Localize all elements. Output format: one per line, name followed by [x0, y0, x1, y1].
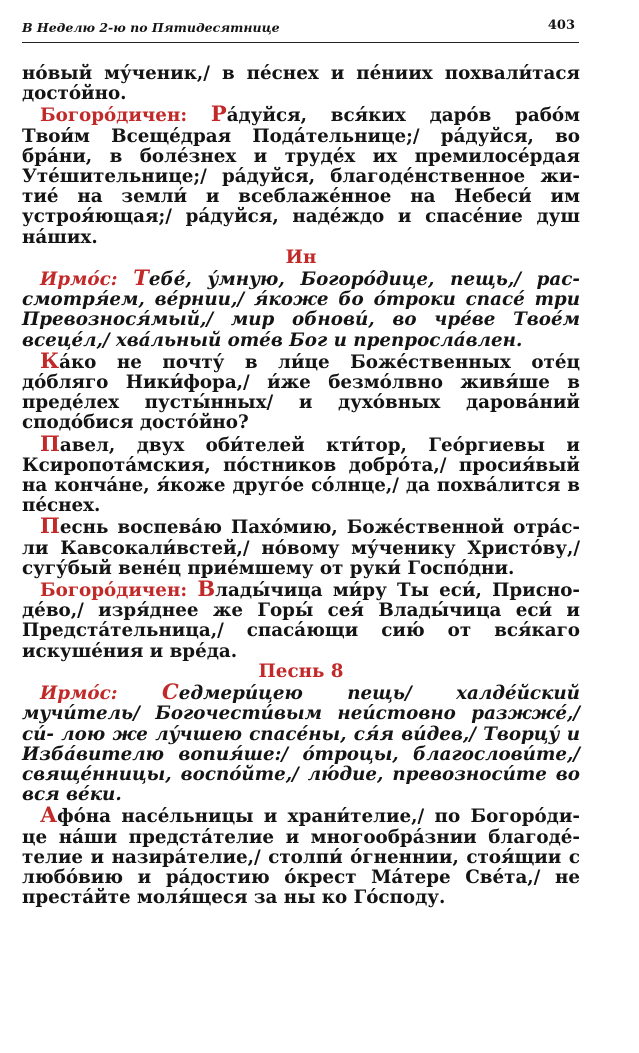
- irmos-2-text: едмери́цею пещь/ халде́йский мучи́тель/ Богочести́вым неи́стовно разжже́,/ си́- лою же лу́чшею спасе́ны, ся́я ви́дев,/ Творцу́ и Изба́вителю вопия́ше:/ о́троцы, благослови́те,/ свяще́нницы, воспо́йте,/ лю́дие, превозноси́те во вся ве́ки.: [22, 683, 580, 806]
- troparion-1-initial: К: [40, 347, 60, 373]
- troparion-3-initial: П: [40, 513, 60, 539]
- bogorodichen-2-initial: В: [197, 576, 216, 602]
- troparion-2-text: авел, двух оби́телей кти́тор, Гео́ргиевы и Ксиропота́мския, по́стников добро́та,/ просия́вый на конча́не, я́коже друго́е со́лнце,/ да похва́лится в пе́снех.: [22, 434, 580, 517]
- irmos-1-text: ебе́, у́мную, Богоро́дице, пещь,/ рас- смотря́ем, ве́рнии,/ я́коже бо о́троки спасе́ три Превознося́мый,/ мир обнови́, во чре́ве Твое́м всеце́л,/ хва́льный оте́в Бог и препросла́влен.: [22, 269, 580, 351]
- bogorodichen-2-label: Богоро́дичен:: [40, 580, 188, 602]
- bogorodichen-1-text: а́дуйся, вся́ких даро́в рабо́м Твои́м Всеще́драя Пода́тельнице;/ ра́дуйся, во бра́ни, в боле́знех и труде́х их премилосе́рдая Уте́шительнице;/ ра́дуйся, благоде́нственное жи- тие́ на земли́ и всеблаже́нное на Небеси́ им устроя́ющая;/ ра́дуйся, наде́ждо и спасе́ние душ на́ших.: [22, 105, 580, 248]
- troparion-3: [22, 513, 580, 579]
- irmos-1: [22, 265, 580, 351]
- bogorodichen-2: [22, 576, 580, 662]
- troparion-1-text: а́ко не почту́ в ли́це Боже́ственных оте́ц до́бляго Ники́фора,/ и́же безмо́лвно живя́ше в преде́лех пусты́нных/ и духо́вных дарова́ний сподо́бися досто́йно?: [22, 351, 580, 434]
- irmos-1-initial: Т: [133, 265, 149, 291]
- troparion-2: [22, 430, 580, 517]
- irmos-1-label: Ирмо́с:: [40, 269, 118, 291]
- body-text: [22, 64, 580, 908]
- irmos-2-initial: С: [162, 679, 179, 705]
- in-heading: Ин: [285, 246, 317, 268]
- troparion-3-text: еснь воспева́ю Пахо́мию, Боже́ственной отра́с- ли Кавсокали́встей,/ но́вому му́ченику Христо́ву,/ сугу́бый вене́ц прие́мшему от руки́ Госпо́дни.: [22, 517, 580, 579]
- troparion-1: [22, 347, 580, 434]
- continuation-text: но́вый му́ченик,/ в пе́снех и пе́ниих похвали́тася досто́йно.: [22, 63, 580, 105]
- troparion-2-initial: П: [40, 430, 60, 456]
- bogorodichen-2-text: лады́чица ми́ру Ты еси́, Присно- де́во,/ изря́днее же Горы́ сея́ Влады́чица еси́ и Предста́тельница,/ спаса́ющи сию́ от вся́каго искуше́ния и вре́да.: [22, 580, 580, 662]
- bogorodichen-1-label: Богоро́дичен:: [40, 105, 188, 127]
- irmos-2-label: Ирмо́с:: [40, 683, 118, 705]
- irmos-2: [22, 679, 580, 806]
- song-heading: Песнь 8: [258, 660, 344, 682]
- final-troparion: [22, 802, 580, 909]
- running-title: В Неделю 2-ю по Пятидесятнице: [22, 20, 280, 35]
- running-head: [22, 12, 579, 43]
- page-number: 403: [547, 18, 575, 33]
- bogorodichen-1: [22, 101, 580, 248]
- bogorodichen-1-initial: Р: [210, 101, 227, 127]
- final-troparion-text: фо́на насе́льницы и храни́телие,/ по Богоро́ди- це на́ши предста́телие и многообра́знии благоде́- телие и назира́телие,/ столпи́ о́гненнии, стоя́щии с любо́вию и ра́достию о́крест Ма́тере Све́та,/ не преста́йте моля́щеся за ны ко Го́споду.: [22, 806, 580, 909]
- final-troparion-initial: А: [40, 802, 58, 828]
